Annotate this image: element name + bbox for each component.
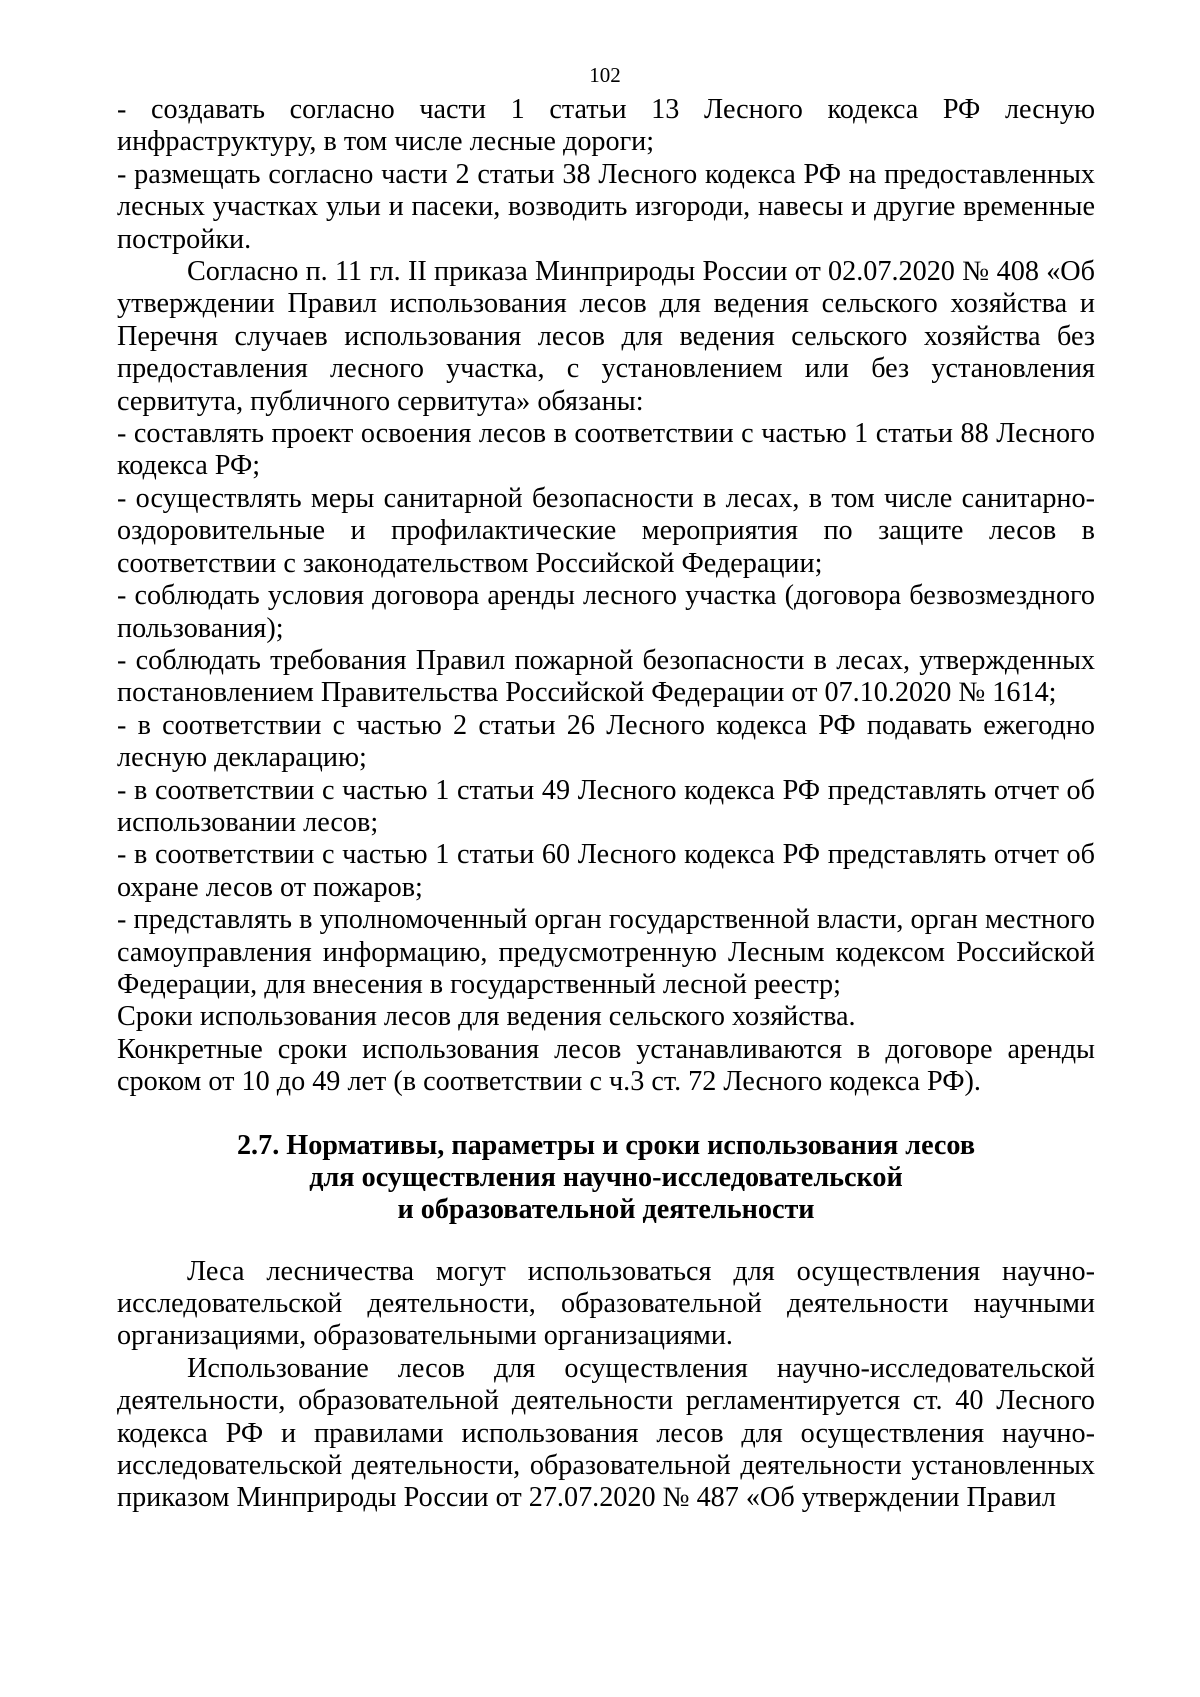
paragraph: - соблюдать условия договора аренды лесного участка (договора безвозмездного пользования); [117,580,1095,644]
paragraph: - размещать согласно части 2 статьи 38 Лесного кодекса РФ на предоставленных лесных участках ульи и пасеки, возводить изгороди, навесы и другие временные постройки. [117,158,1095,255]
top-section [117,94,1095,1099]
paragraph: Конкретные сроки использования лесов устанавливаются в договоре аренды сроком от 10 до 49 лет (в соответствии с ч.3 ст. 72 Лесного кодекса РФ). [117,1033,1095,1098]
paragraph: Согласно п. 11 гл. II приказа Минприроды России от 02.07.2020 № 408 «Об утверждении Правил использования лесов для ведения сельского хозяйства и Перечня случаев использования лесов для ведения сельского хозяйства без предоставления лесного участка, с установлением или без установления сервитута, публичного сервитута» обязаны: [117,256,1095,417]
paragraph: Сроки использования лесов для ведения сельского хозяйства. [117,1001,856,1033]
paragraph: - соблюдать требования Правил пожарной безопасности в лесах, утвержденных постановлением Правительства Российской Федерации от 07.10.2020 № 1614; [117,644,1095,709]
paragraph: - в соответствии с частью 1 статьи 49 Лесного кодекса РФ представлять отчет об использовании лесов; [117,774,1095,838]
bottom-section [117,1256,1095,1515]
document-page [117,62,1095,1515]
paragraph: - в соответствии с частью 1 статьи 60 Лесного кодекса РФ представлять отчет об охране лесов от пожаров; [117,839,1095,903]
paragraph: - составлять проект освоения лесов в соответствии с частью 1 статьи 88 Лесного кодекса РФ; [117,418,1095,482]
paragraph: - создавать согласно части 1 статьи 13 Лесного кодекса РФ лесную инфраструктуру, в том числе лесные дороги; [117,94,1095,158]
heading-line: для осуществления научно-исследовательской [309,1161,903,1193]
page-number: 102 [589,63,621,87]
heading-line: и образовательной деятельности [397,1193,815,1225]
heading-line: 2.7. Нормативы, параметры и сроки использования лесов [236,1129,976,1161]
paragraph: - представлять в уполномоченный орган государственной власти, орган местного самоуправления информацию, предусмотренную Лесным кодексом Российской Федерации, для внесения в государственный лесной реестр; [117,904,1095,1000]
paragraph: - в соответствии с частью 2 статьи 26 Лесного кодекса РФ подавать ежегодно лесную декларацию; [117,709,1095,774]
section-heading [117,1130,1095,1226]
paragraph: - осуществлять меры санитарной безопасности в лесах, в том числе санитарно-оздоровительные и профилактические мероприятия по защите лесов в соответствии с законодательством Российской Федерации; [117,482,1095,579]
paragraph: Использование лесов для осуществления научно-исследовательской деятельности, образовательной деятельности регламентируется ст. 40 Лесного кодекса РФ и правилами использования лесов для осуществления научно-исследовательской деятельности, образовательной деятельности установленных приказом Минприроды России от 27.07.2020 № 487 «Об утверждении Правил [117,1352,1095,1514]
paragraph: Леса лесничества могут использоваться для осуществления научно-исследовательской деятельности, образовательной деятельности научными организациями, образовательными организациями. [117,1255,1095,1352]
